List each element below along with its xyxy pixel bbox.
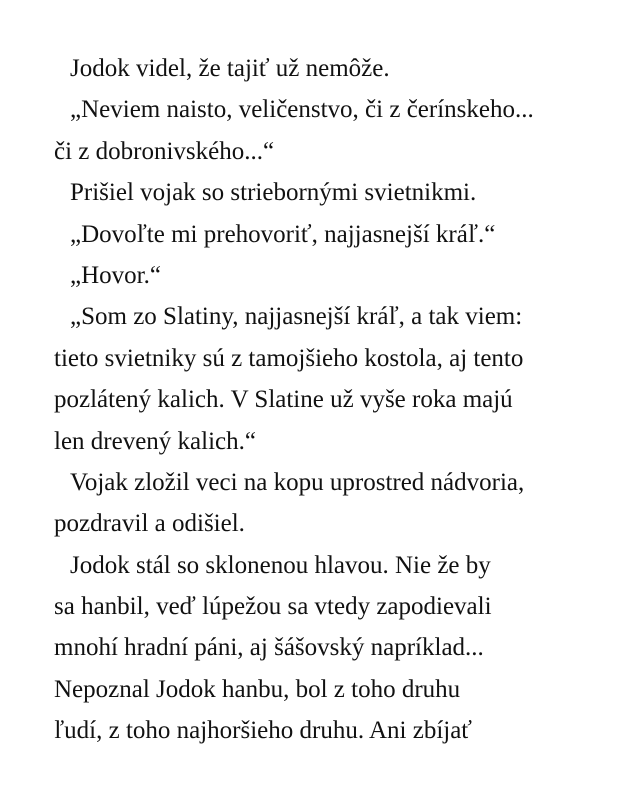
text-line: mnohí hradní páni, aj šášovský napríklad... [54,634,484,662]
text-line: „Dovoľte mi prehovoriť, najjasnejší kráľ.“ [70,220,496,248]
text-line: „Hovor.“ [70,261,161,289]
text-line: tieto svietniky sú z tamojšieho kostola, aj tento [54,344,524,372]
text-line: či z dobronivského...“ [54,137,275,165]
book-text [54,48,594,752]
text-line: Vojak zložil veci na kopu uprostred nádvoria, [70,468,525,496]
text-line: pozlátený kalich. V Slatine už vyše roka majú [54,386,513,414]
text-line: Nepoznal Jodok hanbu, bol z toho druhu [54,675,461,703]
text-line: Prišiel vojak so striebornými svietnikmi. [70,179,477,207]
text-line: pozdravil a odišiel. [54,510,245,538]
text-line: „Som zo Slatiny, najjasnejší kráľ, a tak viem: [70,303,523,331]
text-line: Jodok videl, že tajiť už nemôže. [70,55,390,82]
text-line: „Neviem naisto, veličenstvo, či z čerínskeho... [70,96,534,124]
text-line: Jodok stál so sklonenou hlavou. Nie že by [70,551,491,579]
text-line: len drevený kalich.“ [54,427,256,455]
text-line: sa hanbil, veď lúpežou sa vtedy zapodievali [54,593,492,621]
text-line: ľudí, z toho najhoršieho druhu. Ani zbíjať [54,717,472,745]
